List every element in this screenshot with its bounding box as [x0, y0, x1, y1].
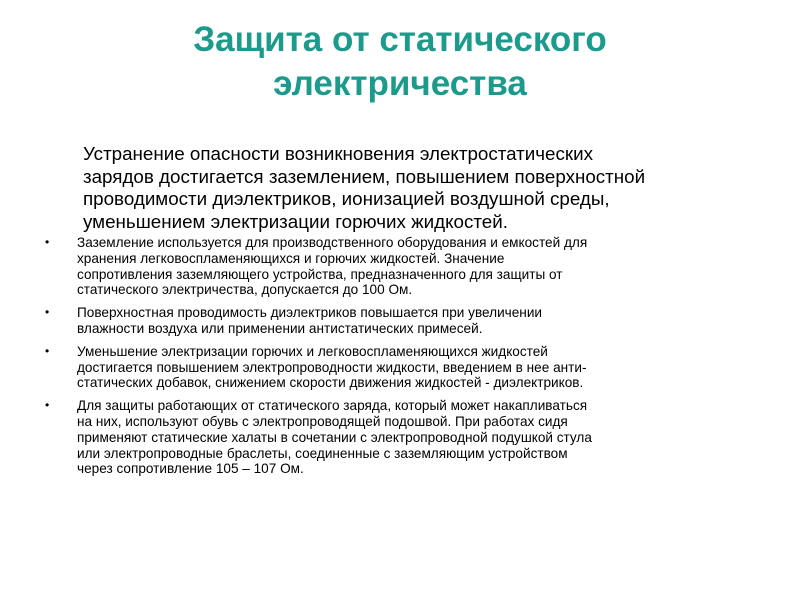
bullet-line: Уменьшение электризации горючих и легковоспламеняющихся жидкостей	[77, 343, 548, 359]
slide-title	[60, 18, 740, 106]
bullet-item-surface-conductivity	[42, 305, 762, 337]
intro-paragraph	[83, 143, 723, 233]
bullet-item-electrification-reduction	[42, 344, 762, 391]
intro-line: зарядов достигается заземлением, повышением поверхностной	[83, 165, 646, 187]
bullet-line: Поверхностная проводимость диэлектриков повышается при увеличении	[77, 305, 543, 321]
bullet-marker: •	[45, 305, 50, 320]
bullet-line: через сопротивление 105 – 107 Ом.	[77, 461, 304, 477]
bullet-line: статического электричества, допускается до 100 Ом.	[77, 282, 413, 298]
slide-title-line-1: Защита от статического	[193, 20, 607, 59]
bullet-line: или электропроводные браслеты, соединенные с заземляющим устройством	[77, 445, 568, 461]
bullet-line: влажности воздуха или применении антистатических примесей.	[77, 320, 483, 336]
bullet-marker: •	[45, 398, 50, 413]
bullet-line: применяют статические халаты в сочетании с электропроводной подушкой стула	[77, 429, 592, 445]
bullet-line: Заземление используется для производственного оборудования и емкостей для	[77, 235, 588, 250]
bullet-item-grounding	[42, 235, 762, 298]
slide-title-line-2: электричества	[273, 64, 527, 103]
bullet-marker: •	[45, 235, 50, 249]
bullet-line: сопротивления заземляющего устройства, предназначенного для защиты от	[77, 266, 563, 282]
intro-line: Устранение опасности возникновения электростатических	[83, 143, 593, 164]
bullet-line: хранения легковоспламеняющихся и горючих жидкостей. Значение	[77, 250, 505, 266]
bullet-list	[42, 235, 762, 484]
bullet-line: достигается повышением электропроводности жидкости, введением в нее анти-	[77, 359, 587, 375]
bullet-item-worker-protection	[42, 398, 762, 477]
bullet-line: Для защиты работающих от статического заряда, который может накапливаться	[77, 398, 588, 414]
intro-line: проводимости диэлектриков, ионизацией воздушной среды,	[83, 188, 610, 209]
intro-line: уменьшением электризации горючих жидкостей.	[83, 210, 508, 232]
bullet-marker: •	[45, 343, 50, 358]
bullet-line: статических добавок, снижением скорости движения жидкостей - диэлектриков.	[77, 375, 584, 391]
bullet-line: на них, используют обувь с электропроводящей подошвой. При работах сидя	[77, 413, 568, 429]
